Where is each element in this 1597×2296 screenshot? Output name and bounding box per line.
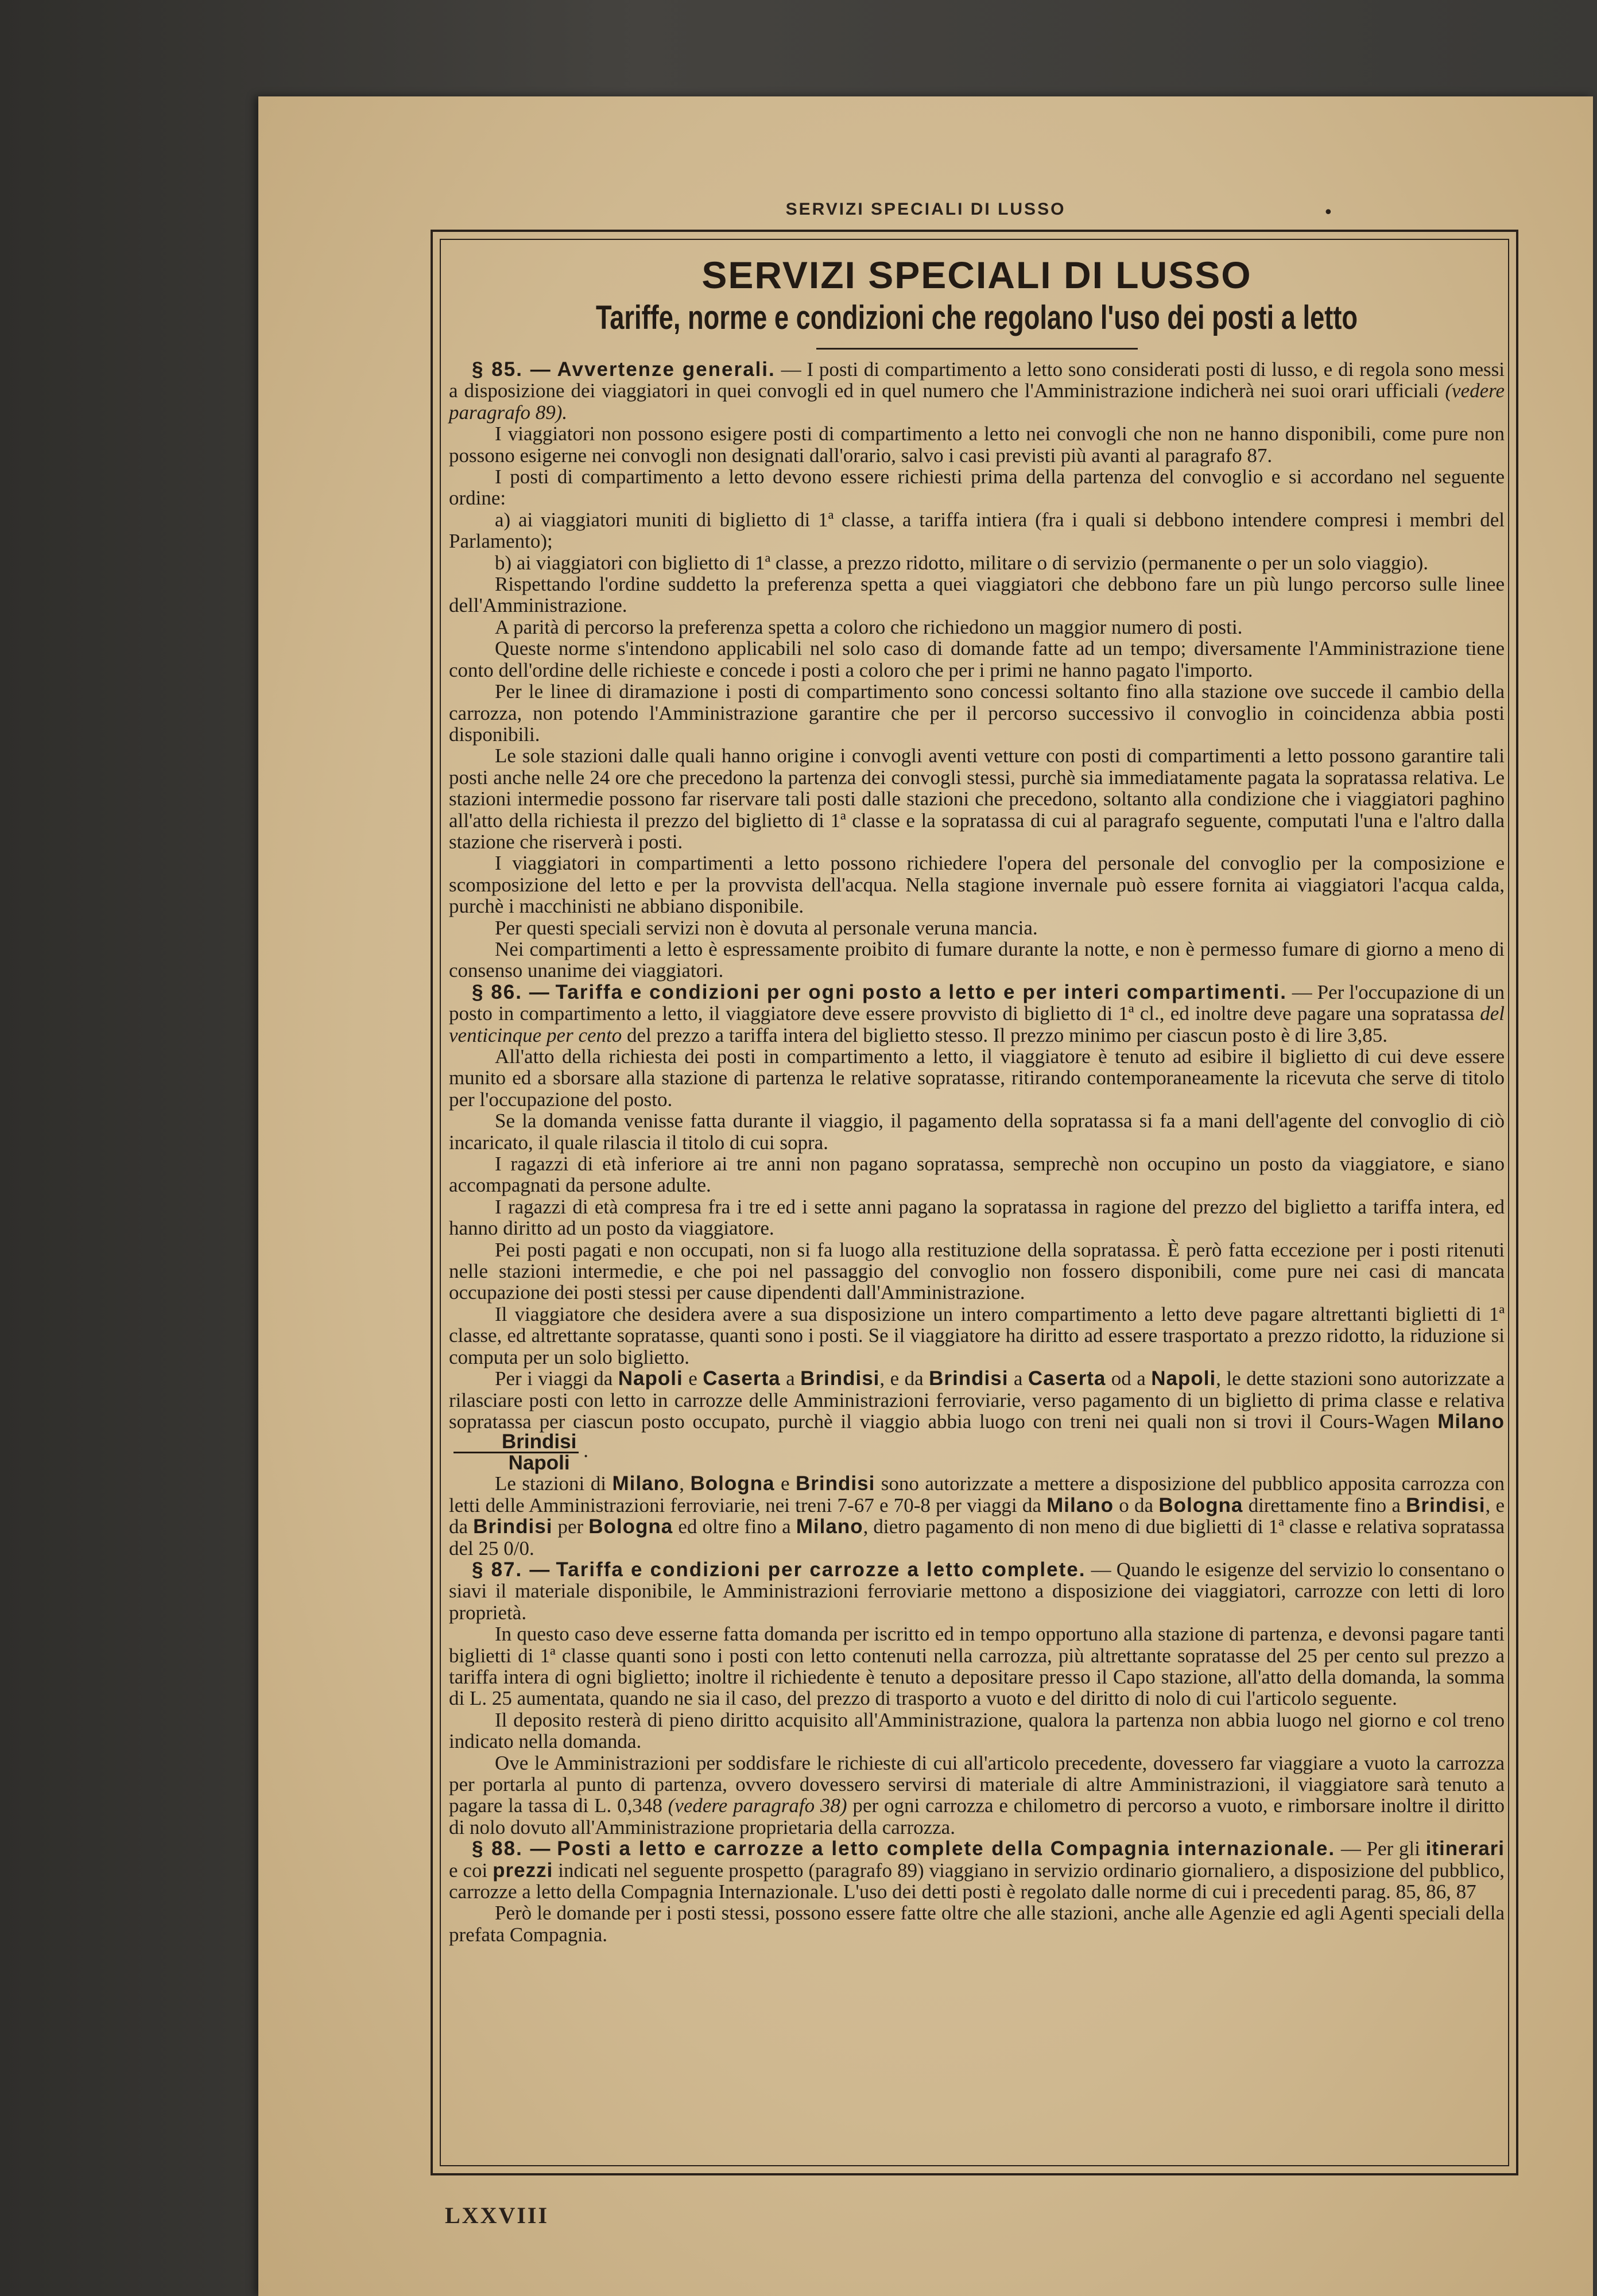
text: sono autorizzate a mettere a disposizione del pubblico apposita carrozza con letti delle Amministrazioni ferroviarie, nei treni 7-67 e 70-8 per viaggi da	[449, 1472, 1505, 1517]
paragraph: I posti di compartimento a letto devono essere richiesti prima della partenza del convoglio e si accordano nel seguente ordine:	[449, 466, 1505, 510]
paragraph: Le sole stazioni dalle quali hanno origine i convogli aventi vetture con posti di compartimenti a letto possono garantire tali posti anche nelle 24 ore che precedono la partenza dei convogli stessi, purchè sia immediatamente pagata la sopratassa relativa. Le stazioni intermedie possono far riservare tali posti dalle stazioni che precedono, soltanto alla condizione che i viaggiatori paghino all'atto della richiesta il prezzo del biglietto di 1ª classe e la sopratassa di cui al paragrafo seguente, computati l'una e l'altro dalla stazione che riserverà i posti.	[449, 744, 1505, 853]
paragraph: I ragazzi di età inferiore ai tre anni non pagano sopratassa, semprechè non occupino un posto da viaggiatore, e siano accompagnati da persone adulte.	[449, 1153, 1505, 1197]
text: indicati nel seguente prospetto (paragrafo 89) viaggiano in servizio ordinario giornaliero, a disposizione del pubblico, carrozze a letto della Compagnia Internazionale. L'uso dei detti posti è regolato dalle norme di cui i precedenti parag. 85, 86, 87	[449, 1859, 1505, 1903]
paragraph: Se la domanda venisse fatta durante il viaggio, il pagamento della sopratassa si fa a mani dell'agente del convoglio di ciò incaricato, il quale rilascia il titolo di cui sopra.	[449, 1110, 1505, 1154]
text: Ove le Amministrazioni per soddisfare le richieste di cui all'articolo precedente, dovessero far viaggiare a vuoto la carrozza per portarla al punto di partenza, ovvero dovessero servirsi di materiale di altre Amministrazioni, il viaggiatore sarà tenuto a pagare la tassa di L. 0,348	[449, 1751, 1505, 1817]
emphasis: itinerari	[1425, 1837, 1505, 1860]
text: .	[583, 1439, 589, 1462]
route-fraction	[453, 1432, 579, 1473]
place-name: Caserta	[1028, 1367, 1106, 1390]
text: , le dette stazioni sono autorizzate a rilasciare posti con letto in carrozze delle Amministrazioni ferroviarie, verso pagamento di un biglietto di prima classe e relativa sopratassa per ciascun posto occupato, purchè il viaggio abbia luogo con treni nei quali non si trovi il Cours-Wagen	[449, 1367, 1505, 1433]
paragraph: Il deposito resterà di pieno diritto acquisito all'Amministrazione, qualora la partenza non abbia luogo nel giorno e col treno indicato nella domanda.	[449, 1708, 1505, 1753]
paragraph: a) ai viaggiatori muniti di biglietto di 1ª classe, a tariffa intiera (fra i quali si debbono intendere compresi i membri del Parlamento);	[449, 508, 1505, 553]
paragraph: I viaggiatori in compartimenti a letto possono richiedere l'opera del personale del convoglio per la composizione e scomposizione del letto e per la provvista dell'acqua. Nella stagione invernale può essere fornita ai viaggiatori l'acqua calda, purchè i macchinisti ne abbiano disponibile.	[449, 852, 1505, 918]
text: , e da	[449, 1494, 1505, 1538]
section-87-heading: Tariffa e condizioni per carrozze a letto complete.	[556, 1558, 1086, 1581]
section-86-text: — Per l'occupazione di un posto in compartimento a letto, il viaggiatore deve essere provvisto di biglietto di 1ª cl., ed inoltre deve pagare una sopratassa	[449, 980, 1505, 1025]
text: per	[557, 1515, 584, 1538]
text: od a	[1111, 1367, 1146, 1390]
place-name: Bologna	[690, 1472, 775, 1495]
document-page	[258, 96, 1593, 2296]
place-name: Napoli	[1151, 1367, 1216, 1390]
section-85-intro	[449, 359, 1505, 423]
place-name: Brindisi	[929, 1367, 1009, 1390]
paragraph: I ragazzi di età compresa fra i tre ed i sette anni pagano la sopratassa in ragione del prezzo del biglietto a tariffa intera, ed hanno diritto ad un posto da viaggiatore.	[449, 1195, 1505, 1240]
paragraph: Per questi speciali servizi non è dovuta al personale veruna mancia.	[495, 916, 1038, 939]
place-name: Bologna	[1158, 1494, 1243, 1517]
paragraph: Però le domande per i posti stessi, possono essere fatte oltre che alle stazioni, anche alle Agenzie ed agli Agenti speciali della prefata Compagnia.	[449, 1902, 1505, 1946]
text: , dietro pagamento di non meno di due biglietti di 1ª classe e relativa sopratassa del 25 0/0.	[449, 1515, 1505, 1560]
paragraph: Nei compartimenti a letto è espressamente proibito di fumare durante la notte, e non è permesso fumare di giorno a meno di consenso unanime dei viaggiatori.	[449, 937, 1505, 982]
section-86-text-end: del prezzo a tariffa intera del biglietto stesso. Il prezzo minimo per ciascun posto è di lire 3,85.	[627, 1023, 1388, 1046]
place-name: Bologna	[588, 1515, 673, 1538]
place-name: Brindisi	[1406, 1494, 1486, 1517]
section-85-number: § 85. —	[472, 358, 552, 381]
running-head: SERVIZI SPECIALI DI LUSSO	[785, 200, 1066, 219]
text: — Per gli	[1340, 1837, 1420, 1860]
paragraph: Per le linee di diramazione i posti di compartimento sono concessi soltanto fino alla stazione ove succede il cambio della carrozza, non potendo l'Amministrazione garantire che per il percorso successivo il convoglio in coincidenza abbia posti disponibili.	[449, 680, 1505, 746]
text: , e da	[879, 1367, 924, 1390]
paragraph: Il viaggiatore che desidera avere a sua disposizione un intero compartimento a letto deve pagare altrettanti biglietti di 1ª classe, ed altrettante sopratasse, quanti sono i posti. Se il viaggiatore ha diritto ad essere trasportato a prezzo ridotto, la riduzione si computa per un solo biglietto.	[449, 1302, 1505, 1368]
section-87-intro	[449, 1559, 1505, 1623]
section-87-number: § 87. —	[472, 1558, 551, 1581]
paragraph: b) ai viaggiatori con biglietto di 1ª classe, a prezzo ridotto, militare o di servizio (permanente o per un solo viaggio).	[495, 551, 1428, 574]
paragraph: All'atto della richiesta dei posti in compartimento a letto, il viaggiatore è tenuto ad esibire il biglietto di cui deve essere munito ed a sborsare alla stazione di partenza le relative sopratasse, ritirando contemporaneamente la ricevuta che serve di titolo per l'occupazione del posto.	[449, 1045, 1505, 1111]
text: a	[1013, 1367, 1023, 1390]
paragraph-ref: (vedere paragrafo 38)	[668, 1794, 847, 1817]
text: e	[780, 1472, 790, 1495]
place-name: Milano	[612, 1472, 680, 1495]
text: ed oltre fino a	[678, 1515, 791, 1538]
place-name: Brindisi	[800, 1367, 880, 1390]
text: e	[688, 1367, 697, 1390]
place-name: Caserta	[703, 1367, 781, 1390]
text: e coi	[449, 1859, 488, 1882]
text: Le stazioni di	[495, 1472, 606, 1495]
document-body	[449, 254, 1505, 2162]
text: direttamente fino a	[1248, 1494, 1401, 1517]
section-86-number: § 86. —	[472, 980, 551, 1003]
section-86-heading: Tariffa e condizioni per ogni posto a letto e per interi compartimenti.	[555, 980, 1287, 1003]
paragraph: In questo caso deve esserne fatta domanda per iscritto ed in tempo opportuno alla stazione di partenza, e devonsi pagare tanti biglietti di 1ª classe quanti sono i posti con letto contenuti nella carrozza, più altrettante sopratasse del 25 per cento sul prezzo a tariffa intera di ogni biglietto; inoltre il richiedente è tenuto a depositare presso il Capo stazione, all'atto della domanda, la somma di L. 25 aumentata, quando ne sia il caso, del prezzo di trasporto a vuoto e del diritto di nolo di cui l'articolo seguente.	[449, 1623, 1505, 1710]
section-88-intro	[449, 1838, 1505, 1902]
section-88-heading: Posti a letto e carrozze a letto complete della Compagnia internazionale.	[557, 1837, 1336, 1860]
ruled-frame	[431, 230, 1518, 2175]
section-87-text: — Quando le esigenze del servizio lo consentano o siavi il materiale disponibile, le Amministrazioni ferroviarie mettono a disposizione dei viaggiatori, carrozze con letti di loro proprietà.	[449, 1558, 1505, 1624]
page-title: SERVIZI SPECIALI DI LUSSO	[701, 254, 1252, 296]
place-name: Milano	[796, 1515, 863, 1538]
paragraph: Rispettando l'ordine suddetto la preferenza spetta a quei viaggiatori che debbono fare un più lungo percorso sulle linee dell'Amministrazione.	[449, 573, 1505, 617]
page-subtitle: Tariffe, norme e condizioni che regolano l'uso dei posti a letto	[595, 299, 1358, 336]
title-divider	[816, 348, 1138, 350]
paragraph: I viaggiatori non possono esigere posti di compartimento a letto nei convogli che non ne hanno disponibili, come pure non possono esigerne nei convogli non designati dall'orario, salvo i casi previsti più avanti al paragrafo 87.	[449, 422, 1505, 467]
paragraph: Pei posti pagati e non occupati, non si fa luogo alla restituzione della sopratassa. È però fatta eccezione per i posti ritenuti nelle stazioni intermedie, e che poi nel passaggio del convoglio non fossero disponibili, come pure nei casi di mancata occupazione dei posti stessi per cause dipendenti dall'Amministrazione.	[449, 1238, 1505, 1304]
paragraph: Queste norme s'intendono applicabili nel solo caso di domande fatte ad un tempo; diversamente l'Amministrazione tiene conto dell'ordine delle richieste e concede i posti a coloro che per i primi ne hanno pagato l'importo.	[449, 637, 1505, 681]
text: Per i viaggi da	[495, 1367, 613, 1390]
place-name: Milano	[1046, 1494, 1114, 1517]
emphasis: prezzi	[493, 1859, 553, 1882]
paragraph-routes	[449, 1368, 1505, 1473]
section-85-heading: Avvertenze generali.	[557, 358, 776, 381]
fraction-denominator: Napoli	[508, 1452, 570, 1475]
section-85-text: — I posti di compartimento a letto sono considerati posti di lusso, e di regola sono messi a disposizione dei viaggiatori in quei convogli ed in quel numero che l'Amministrazione indicherà nei suoi orari ufficiali	[449, 358, 1505, 402]
section-86-intro	[449, 982, 1505, 1046]
place-name: Napoli	[618, 1367, 683, 1390]
paragraph: A parità di percorso la preferenza spetta a coloro che richiedono un maggior numero di posti.	[495, 615, 1243, 638]
paragraph	[449, 1752, 1505, 1839]
printer-dot: •	[1323, 203, 1334, 223]
place-name: Milano	[1437, 1410, 1505, 1433]
fraction-numerator: Brindisi	[453, 1432, 579, 1453]
page-folio: LXXVIII	[445, 2202, 549, 2228]
section-88-number: § 88. —	[472, 1837, 552, 1860]
section-86-italic: del venticinque per cento	[449, 1002, 1505, 1046]
place-name: Brindisi	[473, 1515, 553, 1538]
text: per ogni carrozza e chilometro di percorso a vuoto, e rimborsare inoltre il diritto di nolo dovuto all'Amministrazione proprietaria della carrozza.	[449, 1794, 1505, 1839]
section-85-ref: (vedere paragrafo 89).	[449, 379, 1505, 424]
text: a	[786, 1367, 795, 1390]
paragraph-stations: Le stazioni di Milano, Bologna e Brindisi sono autorizzate a mettere a disposizione del pubblico apposita carrozza con letti delle Amministrazioni ferroviarie, nei treni 7-67 e 70-8 per viaggi da Milano o da Bologna direttamente fino a Brindisi, e da Brindisi per Bologna ed oltre fino a Milano, dietro pagamento di non meno di due biglietti di 1ª classe e relativa sopratassa del 25 0/0.	[449, 1472, 1505, 1560]
place-name: Brindisi	[796, 1472, 875, 1495]
text: o da	[1119, 1494, 1154, 1517]
